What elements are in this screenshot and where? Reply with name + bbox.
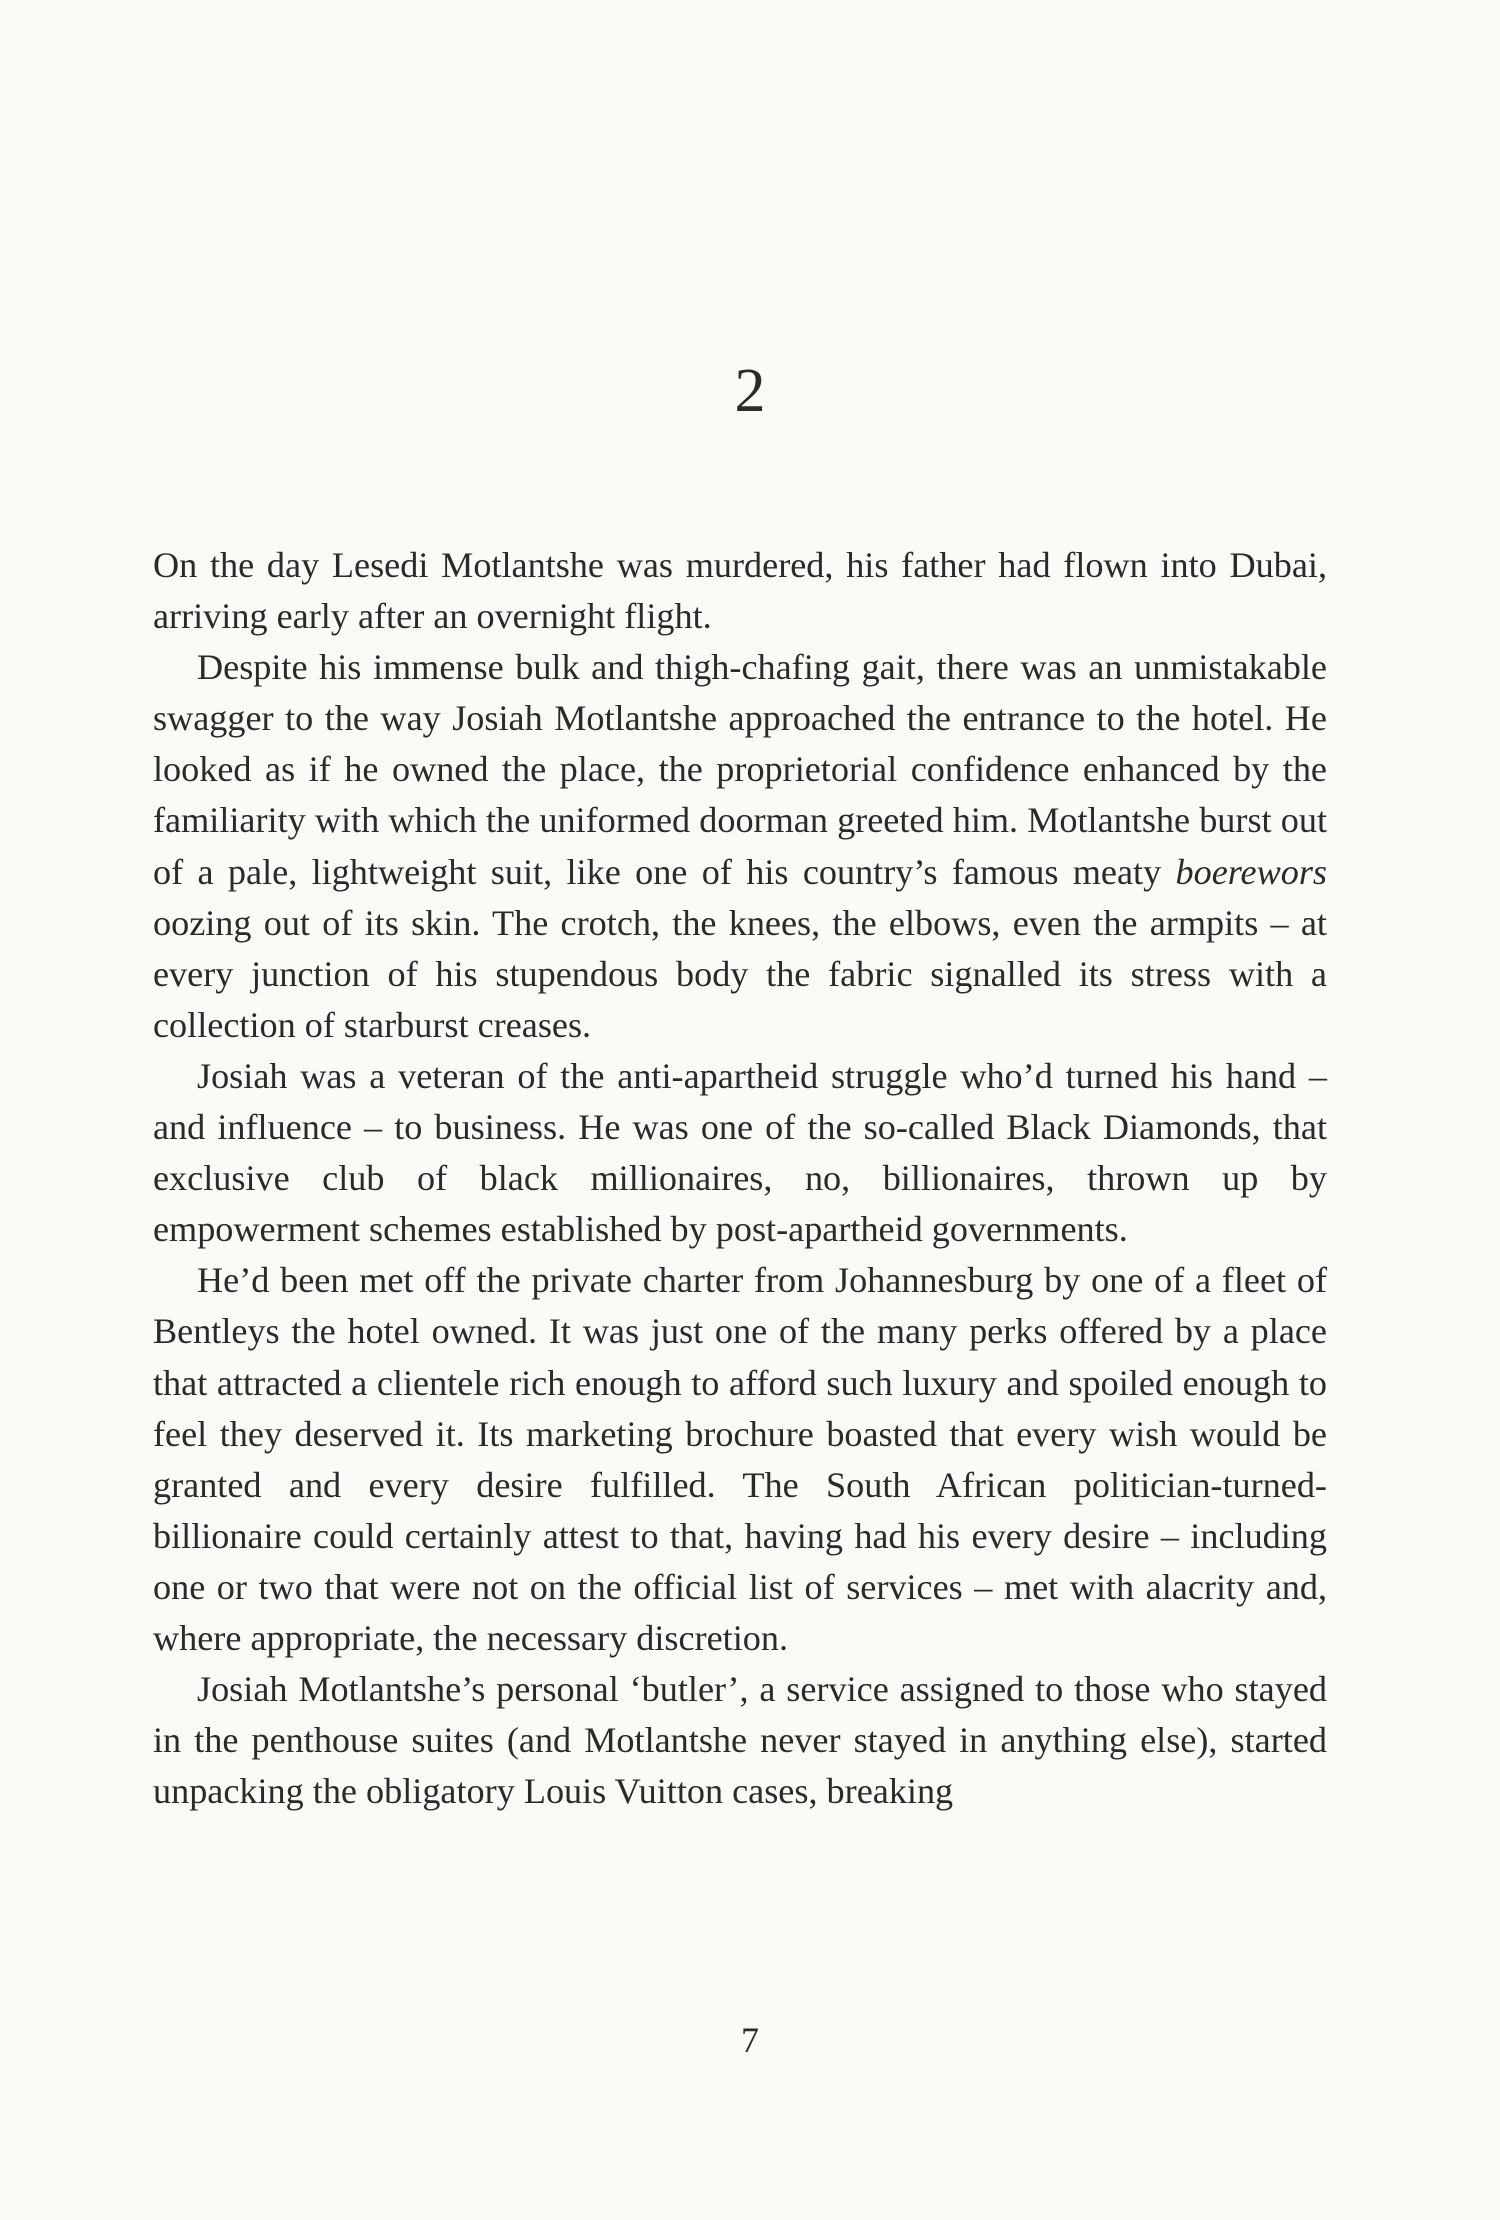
paragraph-1: On the day Lesedi Motlantshe was murdered, his father had flown into Dubai, arriving early after an overnight flight. <box>153 545 1327 637</box>
paragraph-5: Josiah Motlantshe’s personal ‘butler’, a service assigned to those who stayed in the penthouse suites (and Motlantshe never stayed in anything else), started unpacking the obligatory Louis Vuitton cases, breaking <box>153 1669 1327 1812</box>
paragraph-3: Josiah was a veteran of the anti-apartheid struggle who’d turned his hand – and influence – to business. He was one of the so-called Black Diamonds, that exclusive club of black millionaires, no, billionaires, thrown up by empowerment schemes established by post-apartheid governments. <box>153 1055 1327 1250</box>
paragraph-2-text-b: oozing out of its skin. The crotch, the knees, the elbows, even the armpits – at every junction of his stupendous body the fabric signalled its stress with a collection of starburst creases. <box>153 902 1327 1045</box>
page-number: 7 <box>741 2020 759 2060</box>
paragraph-2-text-a: Despite his immense bulk and thigh-chafing gait, there was an unmistakable swagger to the way Josiah Motlantshe approached the entrance to the hotel. He looked as if he owned the place, the proprietorial confidence enhanced by the familiarity with which the uniformed doorman greeted him. Motlantshe burst out of a pale, lightweight suit, like one of his country’s famous meaty <box>153 647 1327 892</box>
chapter-number: 2 <box>734 357 766 425</box>
italic-term: boerewors <box>1175 851 1327 892</box>
paragraph-2 <box>153 642 1327 1051</box>
paragraph-4: He’d been met off the private charter from Johannesburg by one of a fleet of Bentleys the hotel owned. It was just one of the many perks offered by a place that attracted a clientele rich enough to afford such luxury and spoiled enough to feel they deserved it. Its marketing brochure boasted that every wish would be granted and every desire fulfilled. The South African politician-turned-billionaire could certainly attest to that, having had his every desire – including one or two that were not on the official list of services – met with alacrity and, where appropriate, the necessary discretion. <box>153 1260 1327 1658</box>
body-text <box>153 540 1327 1817</box>
